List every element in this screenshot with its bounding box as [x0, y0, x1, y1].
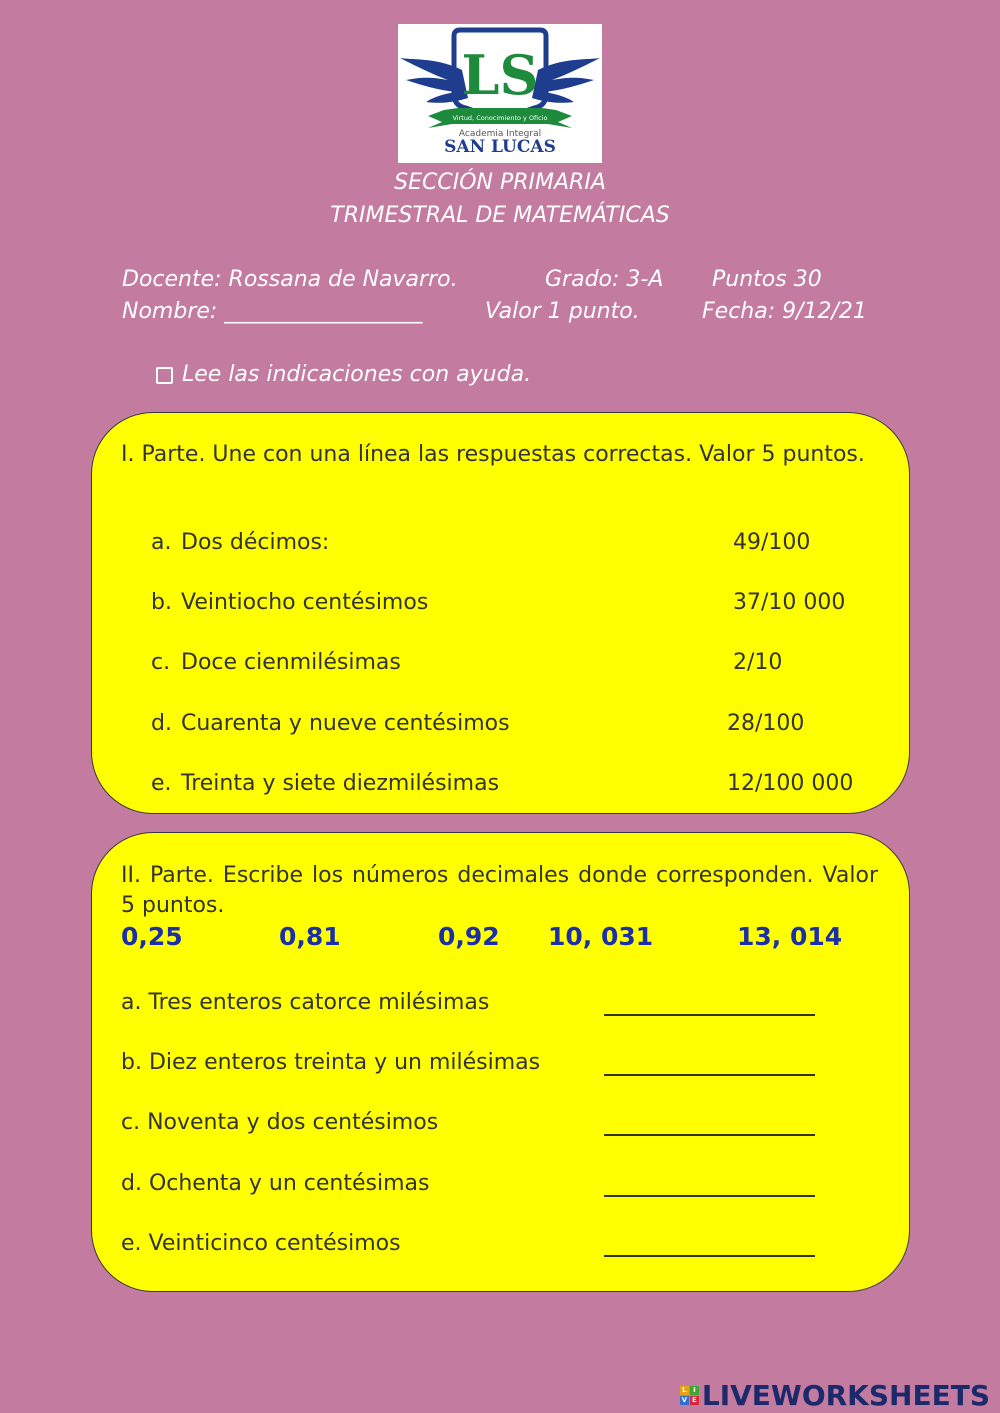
mark-letter-e: E	[690, 1396, 699, 1405]
part1-item-a-label: a.	[151, 530, 172, 555]
decimal-option-2[interactable]: 0,81	[279, 922, 341, 951]
part1-item-d-text: Cuarenta y nueve centésimos	[181, 711, 510, 736]
part2-answer-b[interactable]	[604, 1074, 815, 1076]
liveworksheets-brand: LIVEWORKSHEETS	[701, 1379, 990, 1412]
points-label: Puntos 30	[712, 267, 822, 292]
bullet-checkbox-icon	[156, 367, 173, 384]
part2-title: II. Parte. Escribe los números decimales donde corresponden. Valor 5 puntos.	[121, 863, 878, 918]
part1-item-a-text: Dos décimos:	[181, 530, 330, 555]
part1-item-c-text: Doce cienmilésimas	[181, 650, 401, 675]
decimal-option-4[interactable]: 10, 031	[548, 922, 654, 951]
part1-item-b-label: b.	[151, 590, 172, 615]
part1-item-d-match[interactable]: 28/100	[727, 711, 805, 736]
logo-subtitle: Academia Integral	[458, 129, 542, 139]
part1-title: I. Parte. Une con una línea las respuestas correctas. Valor 5 puntos.	[121, 442, 865, 467]
part2-item-e: e. Veinticinco centésimos	[121, 1231, 401, 1256]
logo-monogram: LS	[461, 43, 539, 107]
part1-item-d-label: d.	[151, 711, 172, 736]
liveworksheets-mark-icon	[680, 1386, 699, 1405]
part1-item-e-text: Treinta y siete diezmilésimas	[181, 771, 500, 796]
section-title: SECCIÓN PRIMARIA	[394, 170, 606, 195]
date-label: Fecha: 9/12/21	[702, 299, 867, 324]
part1-item-a-match[interactable]: 49/100	[733, 530, 811, 555]
part1-item-c-match[interactable]: 2/10	[733, 650, 783, 675]
part1-item-e-label: e.	[151, 771, 172, 796]
part2-answer-a[interactable]	[604, 1014, 815, 1016]
part1-item-b-match[interactable]: 37/10 000	[733, 590, 846, 615]
part2-item-b: b. Diez enteros treinta y un milésimas	[121, 1050, 541, 1075]
part2-answer-e[interactable]	[604, 1255, 815, 1257]
instruction-text: Lee las indicaciones con ayuda.	[182, 362, 532, 387]
grade-label: Grado: 3-A	[545, 267, 664, 292]
decimal-option-5[interactable]: 13, 014	[737, 922, 843, 951]
teacher-label: Docente: Rossana de Navarro.	[122, 267, 458, 292]
logo-emblem	[398, 24, 602, 163]
student-name-field: Nombre: __________________	[122, 299, 423, 324]
mark-letter-l: L	[680, 1386, 689, 1395]
decimal-option-3[interactable]: 0,92	[438, 922, 500, 951]
mark-letter-v: V	[681, 1396, 688, 1404]
part2-answer-c[interactable]	[604, 1134, 815, 1136]
part2-item-c: c. Noventa y dos centésimos	[121, 1110, 439, 1135]
decimal-option-1[interactable]: 0,25	[121, 922, 183, 951]
part1-item-b-text: Veintiocho centésimos	[181, 590, 429, 615]
part1-item-c-label: c.	[151, 650, 171, 675]
value-label: Valor 1 punto.	[485, 299, 640, 324]
school-logo	[398, 24, 602, 163]
part1-item-e-match[interactable]: 12/100 000	[727, 771, 854, 796]
part2-item-a: a. Tres enteros catorce milésimas	[121, 990, 490, 1015]
mark-letter-i: I	[690, 1386, 699, 1395]
logo-school-name: SAN LUCAS	[444, 137, 556, 157]
liveworksheets-logo	[680, 1379, 990, 1412]
logo-ribbon-text: Virtud, Conocimiento y Oficio	[452, 114, 548, 122]
part2-item-d: d. Ochenta y un centésimas	[121, 1171, 430, 1196]
exam-title: TRIMESTRAL DE MATEMÁTICAS	[330, 203, 670, 228]
part2-answer-d[interactable]	[604, 1195, 815, 1197]
